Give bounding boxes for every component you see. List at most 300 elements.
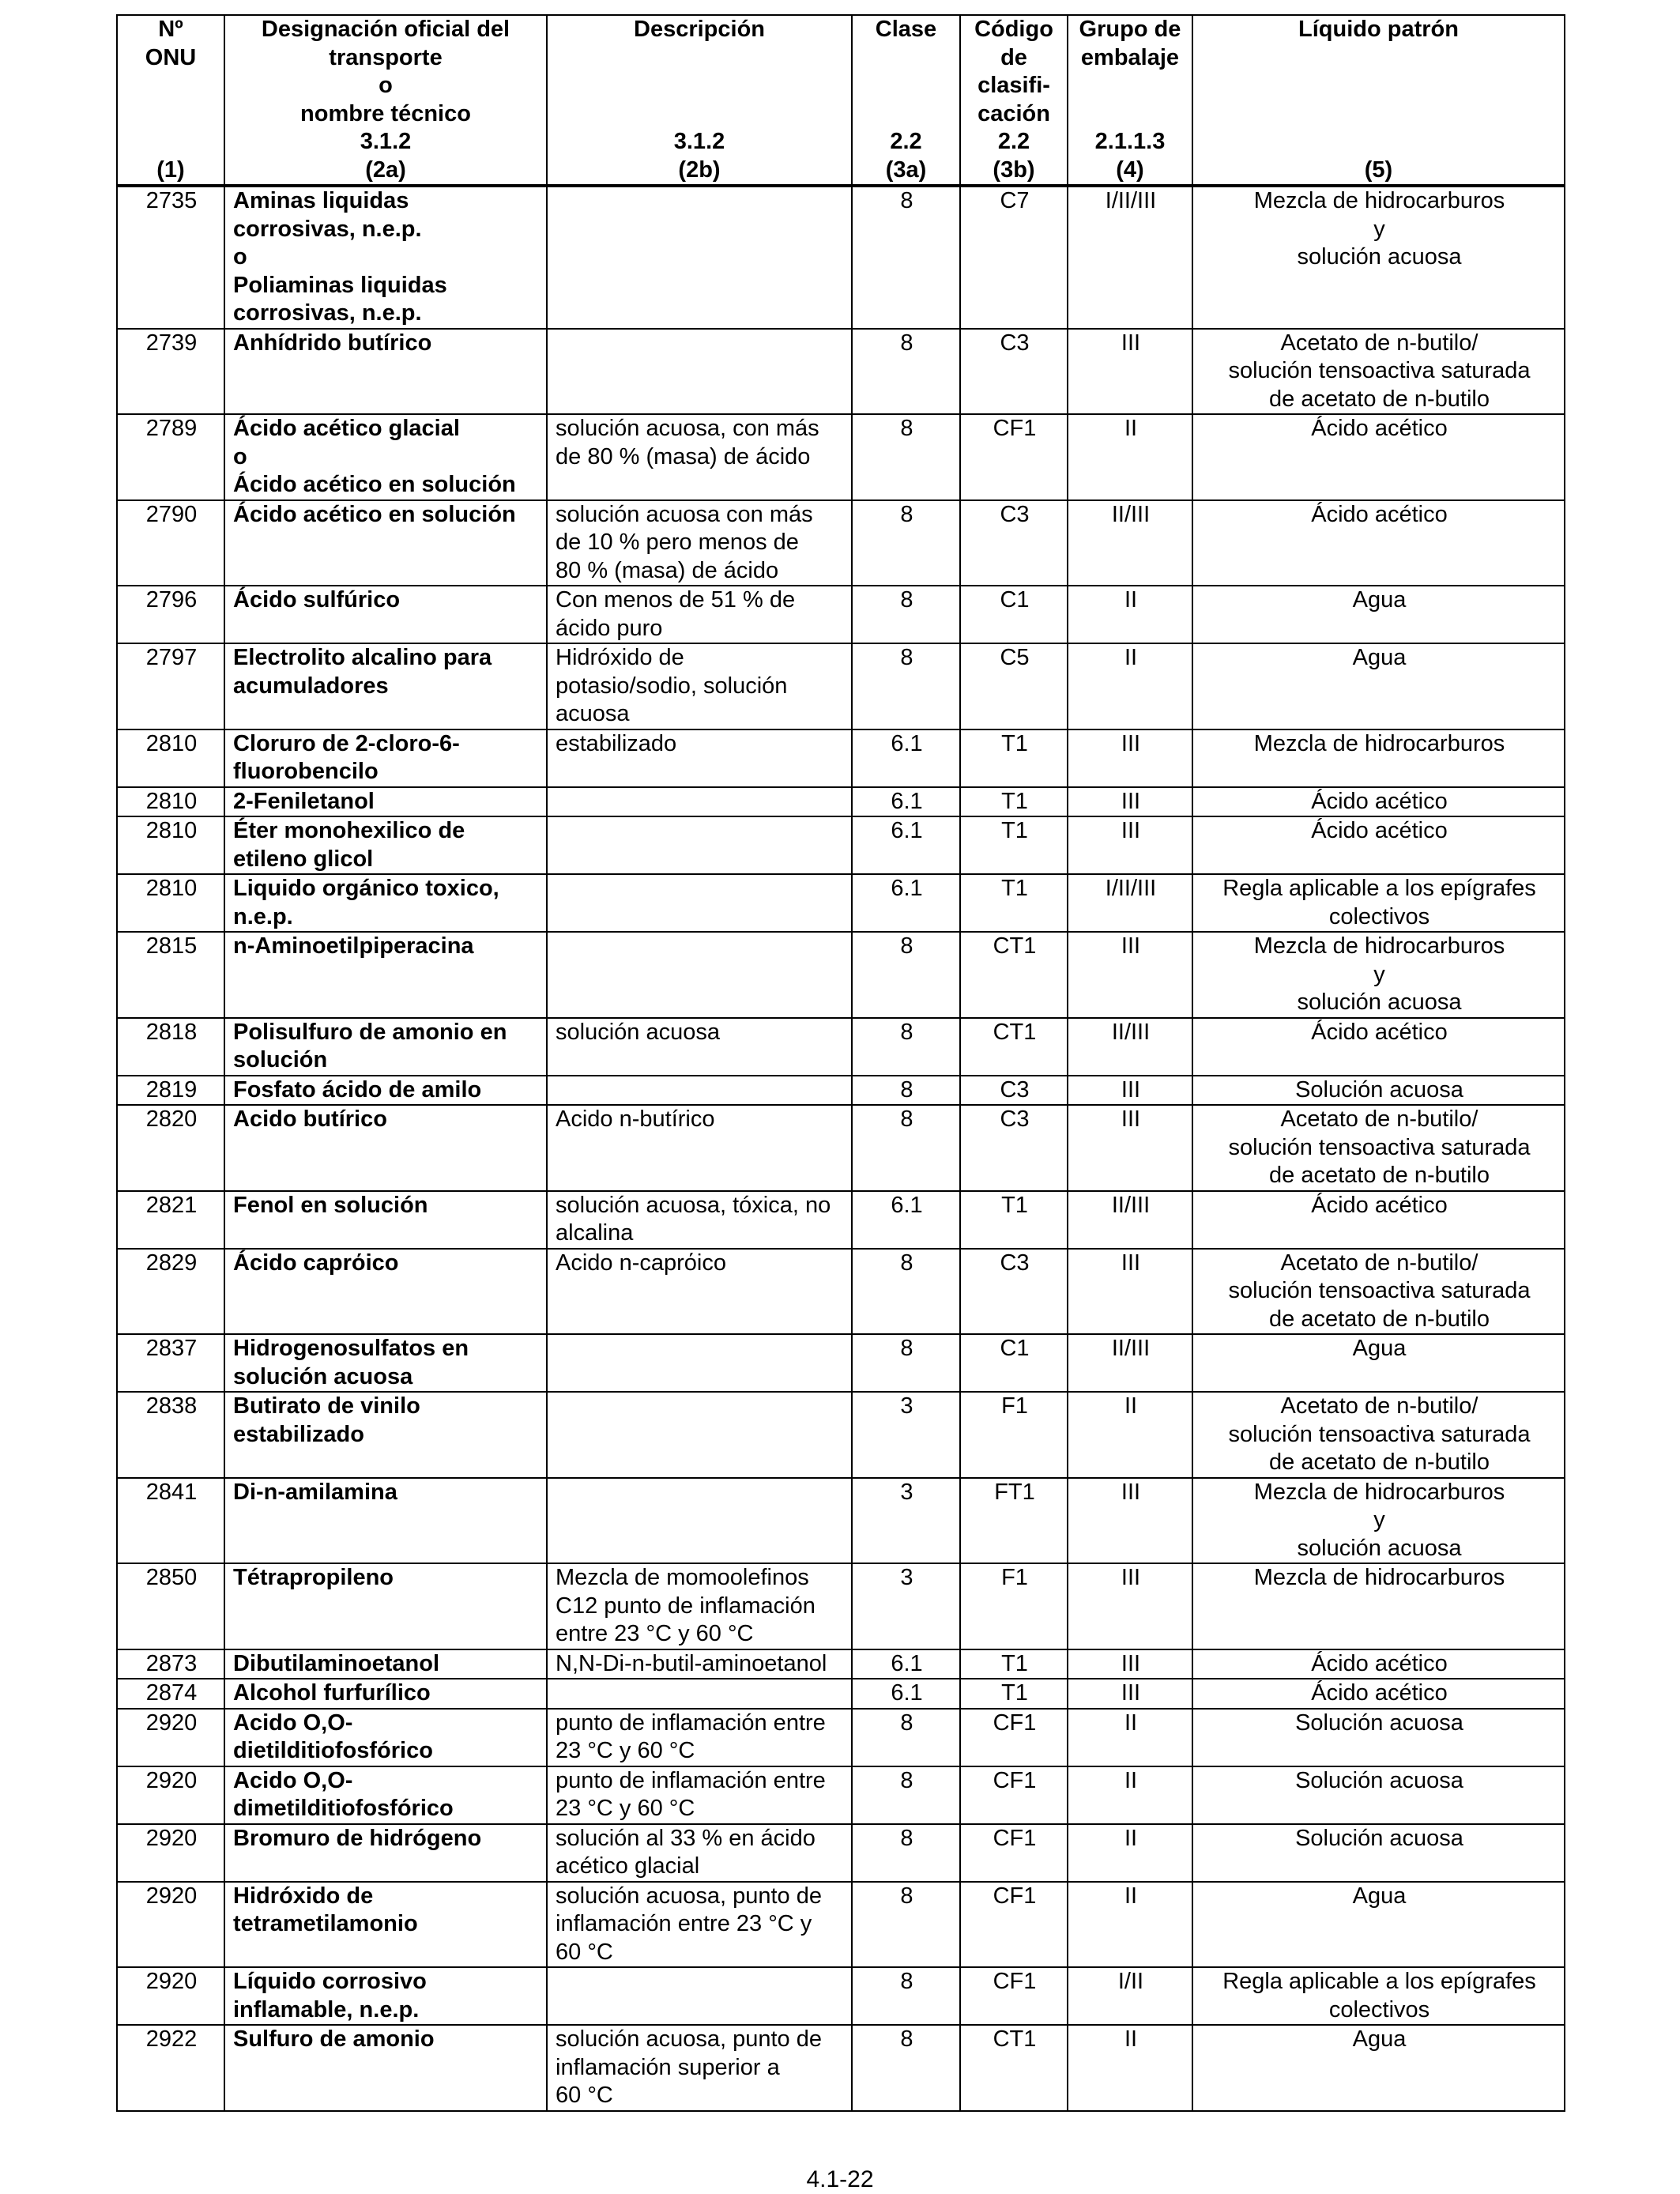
official-name-cell [224, 1249, 547, 1335]
description-cell [547, 1076, 852, 1106]
table-row [117, 2025, 1565, 2111]
reference-liquid-line: Ácido acético [1311, 1192, 1448, 1218]
official-name-line: Acido butírico [233, 1106, 387, 1132]
reference-liquid-line: Solución acuosa [1295, 1767, 1463, 1793]
reference-liquid-line: Mezcla de hidrocarburos [1253, 730, 1505, 756]
official-name-line: Ácido caprόico [233, 1250, 399, 1276]
description-cell [547, 1679, 852, 1709]
description-line: inflamación superior a [556, 2054, 780, 2080]
header-code-classification-code: (3b) [960, 156, 1068, 187]
description-line: solución acuosa, punto de [556, 1883, 822, 1909]
description-cell [547, 816, 852, 874]
header-line: o [379, 73, 393, 98]
table-row [117, 1824, 1565, 1882]
header-code-class: (3a) [852, 156, 960, 187]
description-cell [547, 1824, 852, 1882]
class-cell: 8 [852, 2025, 960, 2111]
table-row [117, 1105, 1565, 1191]
reference-liquid-cell [1192, 500, 1565, 586]
class-cell: 8 [852, 329, 960, 415]
classification-code-cell: C7 [960, 186, 1068, 329]
reference-liquid-line: solución tensoactiva saturada [1228, 358, 1531, 383]
classification-code-cell: CT1 [960, 932, 1068, 1018]
packing-group-cell: III [1068, 1679, 1192, 1709]
official-name-line: Alcohol furfurílico [233, 1680, 431, 1706]
header-code-row [117, 156, 1565, 187]
description-cell [547, 787, 852, 817]
header-reference-liquid [1192, 15, 1565, 156]
table-row [117, 1249, 1565, 1335]
classification-code-cell: T1 [960, 1191, 1068, 1249]
onu-number-cell: 2922 [117, 2025, 224, 2111]
reference-liquid-cell [1192, 586, 1565, 643]
table-row [117, 932, 1565, 1018]
description-line: potasio/sodio, solución [556, 673, 788, 699]
reference-liquid-line: Agua [1352, 2026, 1407, 2052]
classification-code-cell: CT1 [960, 2025, 1068, 2111]
packing-group-cell: II/III [1068, 1018, 1192, 1076]
class-cell: 8 [852, 186, 960, 329]
reference-liquid-cell [1192, 1249, 1565, 1335]
table-row [117, 1679, 1565, 1709]
classification-code-cell: CF1 [960, 1824, 1068, 1882]
header-code-official-name: (2a) [224, 156, 547, 187]
description-line: acuosa [556, 701, 630, 726]
description-cell [547, 1334, 852, 1392]
description-cell [547, 1766, 852, 1824]
page-number: 4.1-22 [806, 2166, 874, 2192]
description-cell [547, 1882, 852, 1968]
table-body [117, 186, 1565, 2111]
reference-liquid-line: Ácido acético [1311, 416, 1448, 441]
official-name-line: Sulfuro de amonio [233, 2026, 435, 2052]
header-line: clasifi- [977, 73, 1050, 98]
official-name-line: n-Aminoetilpiperacina [233, 933, 474, 959]
description-line: N,N-Di-n-butil-aminoetanol [556, 1650, 827, 1676]
description-cell [547, 1105, 852, 1191]
onu-number-cell: 2735 [117, 186, 224, 329]
classification-code-cell: CT1 [960, 1018, 1068, 1076]
classification-code-cell: F1 [960, 1563, 1068, 1649]
official-name-cell [224, 1478, 547, 1564]
description-cell [547, 1709, 852, 1766]
official-name-line: Ácido acético en solución [233, 501, 516, 527]
official-name-cell [224, 1076, 547, 1106]
reference-liquid-line: Solución acuosa [1295, 1825, 1463, 1851]
header-line: Líquido patrón [1298, 17, 1459, 42]
table-row [117, 414, 1565, 500]
reference-liquid-line: y [1373, 216, 1385, 242]
reference-liquid-line: solución acuosa [1297, 244, 1462, 270]
classification-code-cell: C3 [960, 500, 1068, 586]
classification-code-cell: CF1 [960, 1709, 1068, 1766]
description-line: de 80 % (masa) de ácido [556, 443, 811, 469]
official-name-line: Bromuro de hidrógeno [233, 1825, 482, 1851]
classification-code-cell: FT1 [960, 1478, 1068, 1564]
table-row [117, 329, 1565, 415]
reference-liquid-cell [1192, 1018, 1565, 1076]
header-code-packing-group: (4) [1068, 156, 1192, 187]
header-line: 3.1.2 [360, 129, 412, 154]
onu-number-cell: 2829 [117, 1249, 224, 1335]
onu-number-cell: 2815 [117, 932, 224, 1018]
official-name-line: Fenol en solución [233, 1192, 428, 1218]
reference-liquid-line: solución acuosa [1297, 1535, 1462, 1561]
official-name-line: o [233, 443, 247, 469]
reference-liquid-cell [1192, 932, 1565, 1018]
packing-group-cell: II/III [1068, 500, 1192, 586]
reference-liquid-line: Mezcla de hidrocarburos [1253, 188, 1505, 213]
description-cell [547, 1018, 852, 1076]
official-name-cell [224, 1191, 547, 1249]
reference-liquid-line: colectivos [1328, 1996, 1430, 2022]
description-line: punto de inflamación entre [556, 1767, 826, 1793]
official-name-line: Aminas liquidas [233, 188, 409, 213]
description-cell [547, 2025, 852, 2111]
official-name-line: acumuladores [233, 673, 389, 699]
reference-liquid-line: Agua [1352, 645, 1407, 670]
reference-liquid-line: Ácido acético [1311, 1680, 1448, 1706]
header-line: de [1000, 44, 1027, 70]
packing-group-cell: II [1068, 1392, 1192, 1478]
onu-number-cell: 2837 [117, 1334, 224, 1392]
onu-number-cell: 2810 [117, 816, 224, 874]
header-line: 2.1.1.3 [1094, 129, 1166, 154]
official-name-cell [224, 1709, 547, 1766]
reference-liquid-cell [1192, 1334, 1565, 1392]
onu-number-cell: 2820 [117, 1105, 224, 1191]
official-name-line: fluorobencilo [233, 759, 379, 784]
reference-liquid-line: Agua [1352, 1883, 1407, 1909]
packing-group-cell: II [1068, 2025, 1192, 2111]
official-name-line: Fosfato ácido de amilo [233, 1076, 482, 1103]
onu-number-cell: 2920 [117, 1709, 224, 1766]
description-line: Hidróxido de [556, 645, 684, 670]
packing-group-cell: III [1068, 1249, 1192, 1335]
official-name-line: Anhídrido butírico [233, 330, 432, 356]
official-name-line: Hidróxido de [233, 1883, 374, 1909]
official-name-line: Dibutilaminoetanol [233, 1650, 439, 1676]
class-cell: 3 [852, 1392, 960, 1478]
onu-number-cell: 2790 [117, 500, 224, 586]
description-line: 60 °C [556, 2083, 613, 2108]
official-name-cell [224, 874, 547, 932]
description-line: solución acuosa con más [556, 501, 813, 527]
description-cell [547, 1191, 852, 1249]
header-line [551, 44, 848, 73]
official-name-cell [224, 1679, 547, 1709]
class-cell: 8 [852, 586, 960, 643]
classification-code-cell: C5 [960, 643, 1068, 729]
official-name-cell [224, 1105, 547, 1191]
table-row [117, 787, 1565, 817]
description-cell [547, 932, 852, 1018]
reference-liquid-cell [1192, 1649, 1565, 1679]
header-line: Nº [158, 17, 183, 42]
official-name-line: Acido O,O- [233, 1767, 353, 1793]
reference-liquid-line: y [1373, 1507, 1385, 1532]
onu-number-cell: 2920 [117, 1824, 224, 1882]
official-name-line: Ácido acético glacial [233, 416, 460, 441]
onu-number-cell: 2920 [117, 1766, 224, 1824]
reference-liquid-line: Regla aplicable a los epígrafes [1222, 876, 1536, 901]
header-packing-group [1068, 15, 1192, 156]
onu-number-cell: 2739 [117, 329, 224, 415]
reference-liquid-cell [1192, 414, 1565, 500]
header-line: Grupo de [1079, 17, 1181, 42]
description-cell [547, 729, 852, 787]
description-line: 23 °C y 60 °C [556, 1738, 695, 1763]
onu-number-cell: 2873 [117, 1649, 224, 1679]
reference-liquid-cell [1192, 816, 1565, 874]
onu-number-cell: 2920 [117, 1882, 224, 1968]
onu-number-cell: 2850 [117, 1563, 224, 1649]
header-line [856, 44, 956, 73]
packing-group-cell: III [1068, 932, 1192, 1018]
packing-group-cell: II/III [1068, 1334, 1192, 1392]
classification-code-cell: C3 [960, 1249, 1068, 1335]
official-name-cell [224, 186, 547, 329]
packing-group-cell: III [1068, 1563, 1192, 1649]
classification-code-cell: CF1 [960, 1882, 1068, 1968]
reference-liquid-line: solución tensoactiva saturada [1228, 1421, 1531, 1447]
description-line: alcalina [556, 1220, 634, 1246]
official-name-cell [224, 1967, 547, 2025]
reference-liquid-line: solución acuosa [1297, 990, 1462, 1015]
classification-code-cell: T1 [960, 729, 1068, 787]
packing-group-cell: III [1068, 816, 1192, 874]
official-name-line: estabilizado [233, 1421, 364, 1447]
reference-liquid-line: y [1373, 961, 1385, 987]
reference-liquid-line: Ácido acético [1311, 818, 1448, 843]
table-row [117, 1334, 1565, 1392]
packing-group-cell: I/II/III [1068, 186, 1192, 329]
classification-code-cell: C3 [960, 1105, 1068, 1191]
reference-liquid-cell [1192, 1392, 1565, 1478]
classification-code-cell: C3 [960, 329, 1068, 415]
class-cell: 8 [852, 414, 960, 500]
description-line: entre 23 °C y 60 °C [556, 1621, 754, 1646]
reference-liquid-line: Acetato de n-butilo/ [1280, 330, 1478, 356]
official-name-line: o [233, 244, 247, 270]
classification-code-cell: T1 [960, 787, 1068, 817]
classification-code-cell: C1 [960, 586, 1068, 643]
table-row [117, 874, 1565, 932]
official-name-line: Ácido acético en solución [233, 472, 516, 497]
class-cell: 8 [852, 1967, 960, 2025]
description-line: punto de inflamación entre [556, 1710, 826, 1736]
onu-number-cell: 2810 [117, 729, 224, 787]
reference-liquid-cell [1192, 329, 1565, 415]
header-title-row [117, 15, 1565, 156]
table-row [117, 1563, 1565, 1649]
official-name-line: Electrolito alcalino para [233, 645, 492, 670]
class-cell: 6.1 [852, 1649, 960, 1679]
table-row [117, 1766, 1565, 1824]
reference-liquid-cell [1192, 1191, 1565, 1249]
classification-code-cell: C3 [960, 1076, 1068, 1106]
header-code-reference-liquid: (5) [1192, 156, 1565, 187]
description-line: Mezcla de momoolefinos [556, 1565, 809, 1590]
header-line [856, 100, 956, 129]
official-name-line: Ácido sulfúrico [233, 587, 401, 613]
header-description [547, 15, 852, 156]
official-name-line: Tétrapropileno [233, 1565, 394, 1590]
description-line: Con menos de 51 % de [556, 587, 796, 613]
reference-liquid-cell [1192, 729, 1565, 787]
onu-number-cell: 2796 [117, 586, 224, 643]
substances-table [116, 14, 1565, 2112]
reference-liquid-cell [1192, 1105, 1565, 1191]
packing-group-cell: III [1068, 1105, 1192, 1191]
description-line: de 10 % pero menos de [556, 530, 799, 555]
official-name-cell [224, 329, 547, 415]
official-name-line: n.e.p. [233, 903, 293, 929]
class-cell: 8 [852, 1709, 960, 1766]
official-name-line: inflamable, n.e.p. [233, 1996, 420, 2022]
reference-liquid-cell [1192, 2025, 1565, 2111]
description-line: Acido n-butírico [556, 1106, 715, 1132]
header-line: Designación oficial del [261, 17, 510, 42]
header-line: ONU [145, 44, 197, 70]
class-cell: 8 [852, 1018, 960, 1076]
header-line [551, 100, 848, 129]
reference-liquid-cell [1192, 1563, 1565, 1649]
class-cell: 6.1 [852, 729, 960, 787]
description-cell [547, 1967, 852, 2025]
table-row [117, 1191, 1565, 1249]
classification-code-cell: T1 [960, 816, 1068, 874]
packing-group-cell: I/II/III [1068, 874, 1192, 932]
onu-number-cell: 2797 [117, 643, 224, 729]
packing-group-cell: II [1068, 1766, 1192, 1824]
onu-number-cell: 2838 [117, 1392, 224, 1478]
table-header [117, 15, 1565, 186]
description-line: solución acuosa, punto de [556, 2026, 822, 2052]
description-line: solución acuosa, con más [556, 416, 819, 441]
class-cell: 6.1 [852, 874, 960, 932]
header-line: 2.2 [890, 129, 922, 154]
packing-group-cell: II/III [1068, 1191, 1192, 1249]
reference-liquid-line: solución tensoactiva saturada [1228, 1134, 1531, 1160]
reference-liquid-line: solución tensoactiva saturada [1228, 1278, 1531, 1303]
reference-liquid-cell [1192, 787, 1565, 817]
reference-liquid-cell [1192, 1882, 1565, 1968]
onu-number-cell: 2920 [117, 1967, 224, 2025]
packing-group-cell: III [1068, 1478, 1192, 1564]
table-row [117, 186, 1565, 329]
reference-liquid-line: Ácido acético [1311, 1650, 1448, 1676]
packing-group-cell: II [1068, 414, 1192, 500]
class-cell: 8 [852, 1249, 960, 1335]
description-line: ácido puro [556, 615, 663, 641]
classification-code-cell: T1 [960, 874, 1068, 932]
official-name-cell [224, 1882, 547, 1968]
description-cell [547, 1249, 852, 1335]
classification-code-cell: T1 [960, 1679, 1068, 1709]
reference-liquid-line: de acetato de n-butilo [1269, 1306, 1490, 1332]
official-name-line: tetrametilamonio [233, 1911, 418, 1936]
header-line: cación [977, 100, 1050, 126]
reference-liquid-line: Mezcla de hidrocarburos [1253, 1479, 1505, 1505]
official-name-line: Liquido orgánico toxico, [233, 876, 499, 901]
class-cell: 8 [852, 1882, 960, 1968]
description-line: acético glacial [556, 1853, 700, 1879]
packing-group-cell: II [1068, 643, 1192, 729]
reference-liquid-line: de acetato de n-butilo [1269, 386, 1490, 412]
reference-liquid-line: Solución acuosa [1295, 1710, 1463, 1736]
description-cell [547, 1563, 852, 1649]
official-name-cell [224, 1649, 547, 1679]
reference-liquid-cell [1192, 874, 1565, 932]
official-name-cell [224, 932, 547, 1018]
reference-liquid-line: Acetato de n-butilo/ [1280, 1106, 1478, 1132]
class-cell: 3 [852, 1478, 960, 1564]
official-name-line: corrosivas, n.e.p. [233, 216, 422, 242]
onu-number-cell: 2874 [117, 1679, 224, 1709]
official-name-line: 2-Feniletanol [233, 788, 375, 814]
header-line [1072, 72, 1188, 100]
reference-liquid-cell [1192, 1076, 1565, 1106]
description-line: solución acuosa, tóxica, no [556, 1192, 831, 1218]
official-name-line: solución [233, 1047, 328, 1072]
header-code-description: (2b) [547, 156, 852, 187]
header-class [852, 15, 960, 156]
onu-number-cell: 2821 [117, 1191, 224, 1249]
description-cell [547, 186, 852, 329]
official-name-line: corrosivas, n.e.p. [233, 300, 422, 326]
table-row [117, 1018, 1565, 1076]
reference-liquid-line: Regla aplicable a los epígrafes [1222, 1969, 1536, 1994]
class-cell: 8 [852, 500, 960, 586]
table-row [117, 500, 1565, 586]
description-cell [547, 1392, 852, 1478]
class-cell: 3 [852, 1563, 960, 1649]
class-cell: 6.1 [852, 1679, 960, 1709]
header-line [551, 72, 848, 100]
class-cell: 8 [852, 1766, 960, 1824]
header-line: nombre técnico [300, 100, 471, 126]
table-row [117, 729, 1565, 787]
table-row [117, 1649, 1565, 1679]
table-row [117, 586, 1565, 643]
description-cell [547, 874, 852, 932]
class-cell: 8 [852, 643, 960, 729]
table-row [117, 643, 1565, 729]
official-name-cell [224, 2025, 547, 2111]
official-name-cell [224, 816, 547, 874]
description-line: solución acuosa [556, 1019, 720, 1045]
class-cell: 8 [852, 1076, 960, 1106]
official-name-line: Polisulfuro de amonio en [233, 1019, 507, 1045]
reference-liquid-line: Acetato de n-butilo/ [1280, 1393, 1478, 1419]
reference-liquid-cell [1192, 1478, 1565, 1564]
packing-group-cell: III [1068, 1076, 1192, 1106]
official-name-line: Líquido corrosivo [233, 1969, 427, 1994]
reference-liquid-cell [1192, 643, 1565, 729]
description-cell [547, 329, 852, 415]
header-line: embalaje [1080, 44, 1180, 70]
header-official-name [224, 15, 547, 156]
reference-liquid-line: Ácido acético [1311, 501, 1448, 527]
official-name-cell [224, 586, 547, 643]
official-name-cell [224, 414, 547, 500]
packing-group-cell: III [1068, 787, 1192, 817]
header-line: Clase [875, 17, 937, 42]
header-line [856, 72, 956, 100]
reference-liquid-cell [1192, 1766, 1565, 1824]
header-line: Descripción [634, 17, 765, 42]
